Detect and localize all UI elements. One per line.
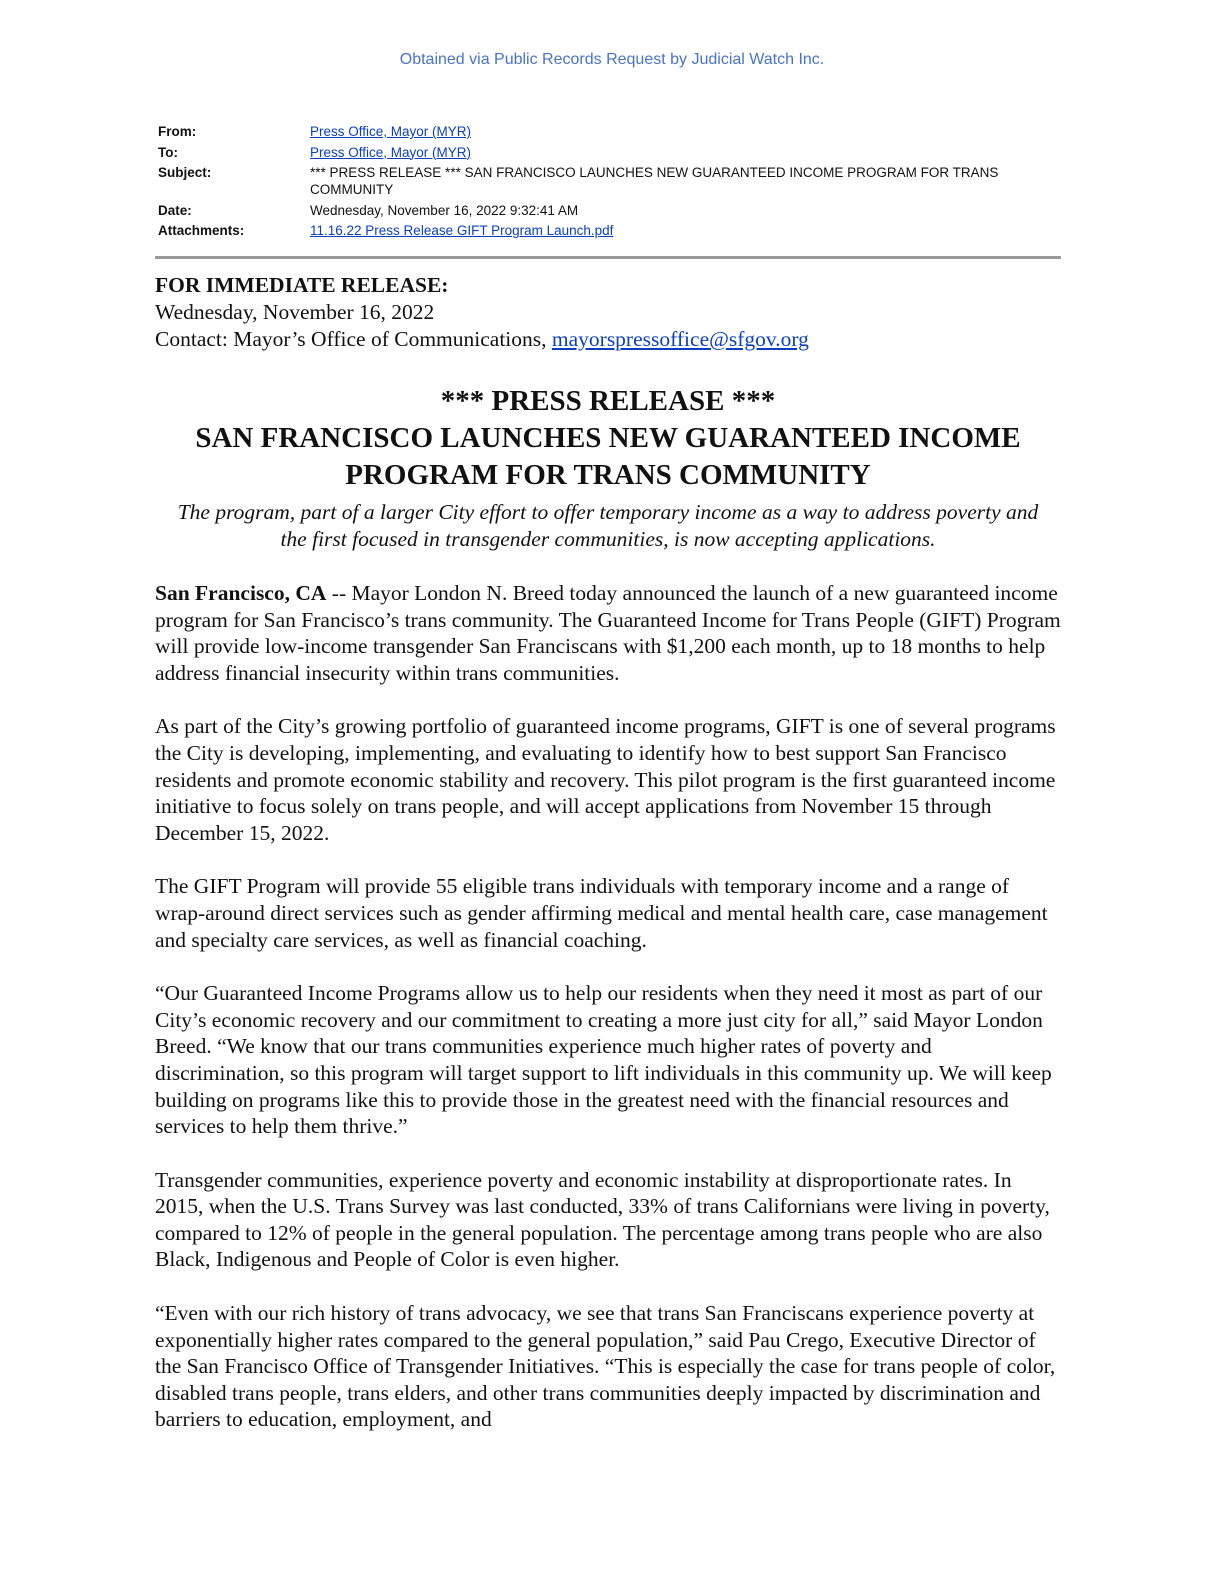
subject-value: *** PRESS RELEASE *** SAN FRANCISCO LAUNCHES NEW GUARANTEED INCOME PROGRAM FOR TRANS COMMUNITY — [310, 165, 999, 197]
title-line-2: SAN FRANCISCO LAUNCHES NEW GUARANTEED INCOME PROGRAM FOR TRANS COMMUNITY — [195, 422, 1021, 491]
paragraph-1 — [155, 580, 1061, 686]
watermark: Obtained via Public Records Request by Judicial Watch Inc. — [399, 51, 825, 68]
release-contact — [155, 326, 1061, 353]
press-title — [155, 383, 1061, 494]
to-row — [158, 144, 1064, 161]
attachment-link[interactable]: 11.16.22 Press Release GIFT Program Launch.pdf — [310, 223, 614, 238]
from-label: From: — [158, 124, 197, 139]
paragraph-4: “Our Guaranteed Income Programs allow us to help our residents when they need it most as part of our City’s economic recovery and our commitment to creating a more just city for all,” said Mayor London Breed. “We know that our trans communities experience much higher rates of poverty and discrimination, so this program will target support to lift individuals in this community up. We will keep building on programs like this to provide those in the greatest need with the financial resources and services to help them thrive.” — [155, 981, 1052, 1139]
paragraph-1-text: -- Mayor London N. Breed today announced the launch of a new guaranteed income program for San Francisco’s trans community. The Guaranteed Income for Trans People (GIFT) Program will provide low-income transgender San Franciscans with $1,200 each month, up to 18 months to help address financial insecurity within trans communities. — [155, 581, 1061, 685]
date-row — [158, 202, 1064, 219]
release-date: Wednesday, November 16, 2022 — [155, 300, 435, 324]
paragraph-5: Transgender communities, experience poverty and economic instability at disproportionate rates. In 2015, when the U.S. Trans Survey was last conducted, 33% of trans Californians were living in poverty, compared to 12% of people in the general population. The percentage among trans people who are also Black, Indigenous and People of Color is even higher. — [155, 1167, 1050, 1272]
attachments-label: Attachments: — [158, 223, 245, 238]
subject-row — [158, 164, 1064, 198]
paragraph-6: “Even with our rich history of trans advocacy, we see that trans San Franciscans experience poverty at exponentially higher rates compared to the general population,” said Pau Crego, Executive Director of the San Francisco Office of Transgender Initiatives. “This is especially the case for trans people of color, disabled trans people, trans elders, and other trans communities deeply impacted by discrimination and barriers to education, employment, and — [155, 1301, 1056, 1432]
attachments-row — [158, 222, 1064, 239]
from-row — [158, 123, 1064, 140]
contact-prefix: Contact: Mayor’s Office of Communications, — [155, 327, 552, 351]
subject-label: Subject: — [158, 165, 212, 180]
dateline: San Francisco, CA — [155, 581, 327, 605]
release-heading: FOR IMMEDIATE RELEASE: — [155, 273, 449, 297]
paragraph-2: As part of the City’s growing portfolio of guaranteed income programs, GIFT is one of several programs the City is developing, implementing, and evaluating to identify how to best support San Francisco residents and promote economic stability and recovery. This pilot program is the first guaranteed income initiative to focus solely on trans people, and will accept applications from November 15 through December 15, 2022. — [155, 714, 1056, 845]
press-release-body — [155, 272, 1061, 1433]
email-header — [158, 123, 1064, 243]
header-divider — [155, 256, 1061, 259]
to-label: To: — [158, 144, 178, 160]
press-subtitle: The program, part of a larger City effort to offer temporary income as a way to address poverty and the first focused in transgender communities, is now accepting applications. — [177, 500, 1039, 551]
release-info — [155, 272, 1061, 353]
date-label: Date: — [158, 202, 192, 218]
date-value: Wednesday, November 16, 2022 9:32:41 AM — [310, 202, 579, 218]
paragraph-3: The GIFT Program will provide 55 eligible trans individuals with temporary income and a range of wrap-around direct services such as gender affirming medical and mental health care, case management and specialty care services, as well as financial coaching. — [155, 874, 1048, 952]
from-link[interactable]: Press Office, Mayor (MYR) — [310, 124, 472, 139]
contact-email-link[interactable]: mayorspressoffice@sfgov.org — [551, 327, 809, 351]
to-link[interactable]: Press Office, Mayor (MYR) — [310, 144, 472, 160]
title-line-1: *** PRESS RELEASE *** — [440, 385, 776, 417]
